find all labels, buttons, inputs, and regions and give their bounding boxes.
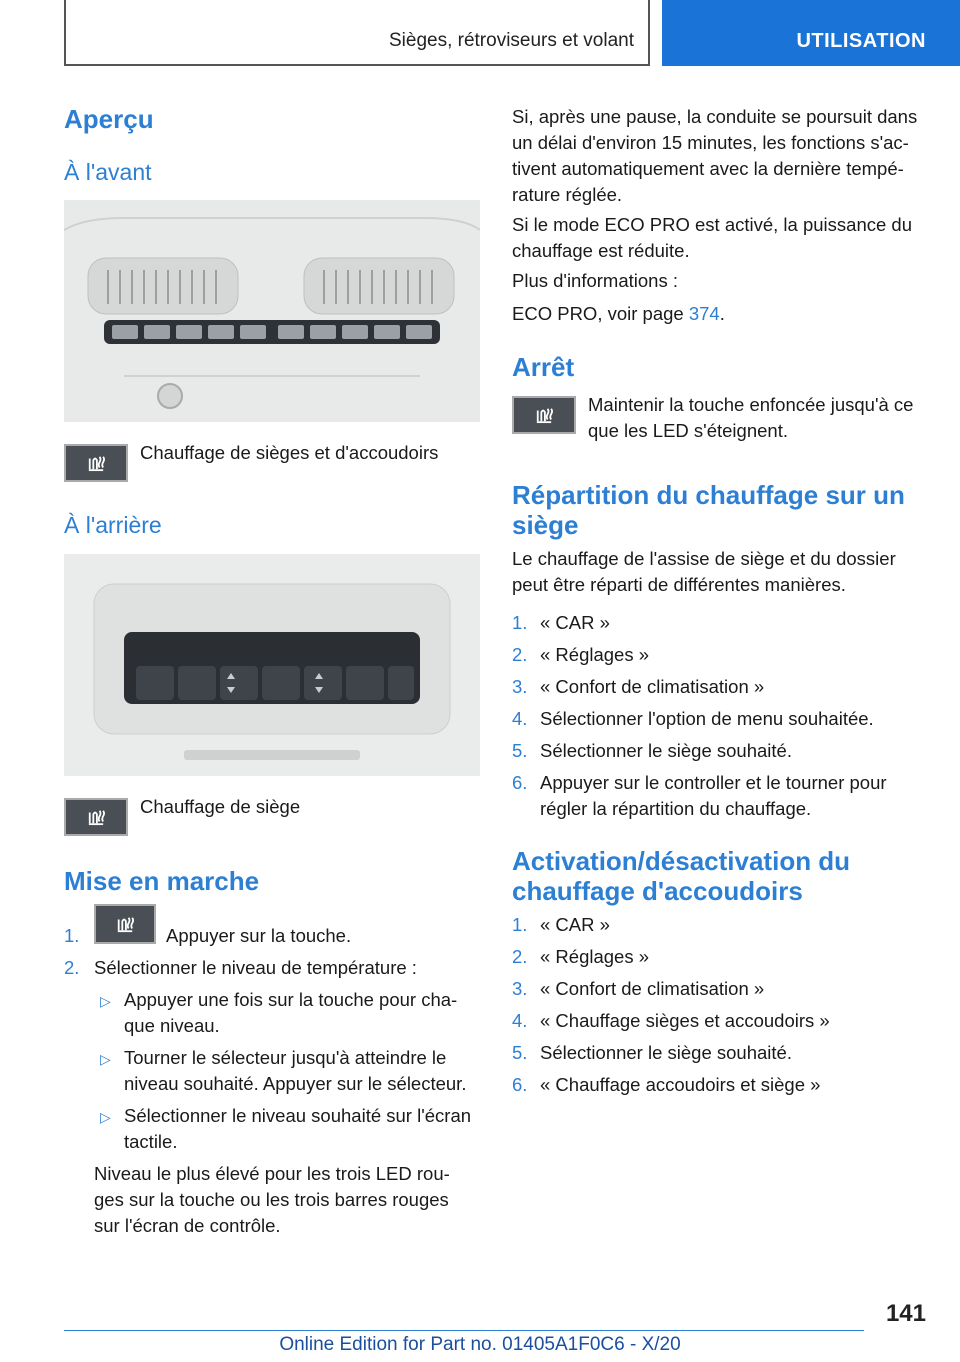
step-number: 5. — [512, 1042, 528, 1063]
step-number: 6. — [512, 1074, 528, 1095]
step-number: 6. — [512, 772, 528, 793]
armrest-step: « Chauffage accoudoirs et siège » — [540, 1074, 821, 1095]
footer-divider — [64, 1330, 864, 1331]
front-console-photo — [64, 200, 480, 422]
header-chapter-tab[interactable] — [662, 0, 960, 66]
stop-text: Maintenir la touche enfoncée jusqu'à ce — [588, 394, 914, 415]
seat-heating-button-icon — [64, 444, 128, 482]
step-number: 3. — [512, 978, 528, 999]
distribution-heading: Répartition du chauffage sur un — [512, 480, 905, 510]
step-number: 1. — [64, 925, 80, 946]
footer-edition: Online Edition for Part no. 01405A1F0C6 - X/20 — [279, 1334, 681, 1355]
rear-caption: Chauffage de siège — [140, 796, 301, 817]
armrest-heading: Activation/désactivation du — [512, 846, 851, 876]
bullet-triangle-icon: ▷ — [100, 993, 111, 1009]
rear-console-photo — [64, 554, 480, 776]
armrest-step: « CAR » — [540, 914, 610, 935]
header-chapter-label: UTILISATION — [796, 30, 926, 52]
page-link[interactable]: 374 — [688, 303, 720, 324]
substep-line: niveau souhaité. Appuyer sur le sélecteur. — [124, 1073, 467, 1094]
armrest-step: « Confort de climatisation » — [540, 978, 765, 999]
step-number: 2. — [64, 957, 80, 978]
substep-line: Sélectionner le niveau souhaité sur l'écran — [124, 1105, 472, 1126]
step2-text: Sélectionner le niveau de température : — [94, 957, 417, 978]
page-number: 141 — [885, 1300, 926, 1327]
armrest-step: « Réglages » — [540, 946, 650, 967]
seat-heating-key-icon — [94, 904, 156, 944]
resume-text: tivent automatiquement avec la dernière tempé- — [512, 158, 904, 179]
eco-text: chauffage est réduite. — [512, 240, 690, 261]
distribution-step: Appuyer sur le controller et le tourner pour — [540, 772, 887, 793]
resume-text: un délai d'environ 15 minutes, les fonctions s'ac- — [512, 132, 909, 153]
step-number: 2. — [512, 644, 528, 665]
armrest-step: Sélectionner le siège souhaité. — [540, 1042, 792, 1063]
substep-line: Tourner le sélecteur jusqu'à atteindre le — [124, 1047, 447, 1068]
step-number: 5. — [512, 740, 528, 761]
front-caption: Chauffage de sièges et d'accoudoirs — [140, 442, 439, 463]
step-number: 4. — [512, 708, 528, 729]
substep-line: que niveau. — [124, 1015, 220, 1036]
distribution-heading: siège — [512, 510, 579, 540]
armrest-heading: chauffage d'accoudoirs — [512, 876, 803, 906]
substep-line: Appuyer une fois sur la touche pour cha- — [124, 989, 458, 1010]
distribution-step: régler la répartition du chauffage. — [540, 798, 812, 819]
distribution-intro: peut être réparti de différentes manières. — [512, 574, 846, 595]
step-number: 1. — [512, 914, 528, 935]
stop-heading: Arrêt — [512, 352, 575, 382]
step-number: 2. — [512, 946, 528, 967]
step1-text: Appuyer sur la touche. — [166, 925, 352, 946]
front-heading: À l'avant — [64, 159, 152, 185]
eco-reference: ECO PRO, voir page 374. — [512, 303, 725, 324]
header-section-title: Sièges, rétroviseurs et volant — [388, 30, 634, 51]
distribution-step: Sélectionner l'option de menu souhaitée. — [540, 708, 874, 729]
step-number: 1. — [512, 612, 528, 633]
seat-heating-stop-icon — [512, 396, 576, 434]
rear-seat-heating-button-icon — [64, 798, 128, 836]
resume-text: rature réglée. — [512, 184, 623, 205]
armrest-step: « Chauffage sièges et accoudoirs » — [540, 1010, 830, 1031]
distribution-step: « Réglages » — [540, 644, 650, 665]
header-section-box — [64, 0, 650, 66]
more-info-text: Plus d'informations : — [512, 270, 678, 291]
step-number: 4. — [512, 1010, 528, 1031]
bullet-triangle-icon: ▷ — [100, 1109, 111, 1125]
distribution-step: « CAR » — [540, 612, 610, 633]
switch-on-heading: Mise en marche — [64, 866, 260, 896]
substep-line: tactile. — [124, 1131, 178, 1152]
max-level-text: ges sur la touche ou les trois barres rouges — [94, 1189, 449, 1210]
stop-text: que les LED s'éteignent. — [588, 420, 788, 441]
distribution-step: Sélectionner le siège souhaité. — [540, 740, 792, 761]
step-number: 3. — [512, 676, 528, 697]
max-level-text: Niveau le plus élevé pour les trois LED rou- — [94, 1163, 450, 1184]
eco-text: Si le mode ECO PRO est activé, la puissance du — [512, 214, 912, 235]
bullet-triangle-icon: ▷ — [100, 1051, 111, 1067]
distribution-intro: Le chauffage de l'assise de siège et du dossier — [512, 548, 896, 569]
rear-heading: À l'arrière — [64, 512, 162, 538]
page-title: Aperçu — [64, 104, 154, 134]
resume-text: Si, après une pause, la conduite se poursuit dans — [512, 106, 918, 127]
distribution-step: « Confort de climatisation » — [540, 676, 765, 697]
max-level-text: sur l'écran de contrôle. — [94, 1215, 281, 1236]
